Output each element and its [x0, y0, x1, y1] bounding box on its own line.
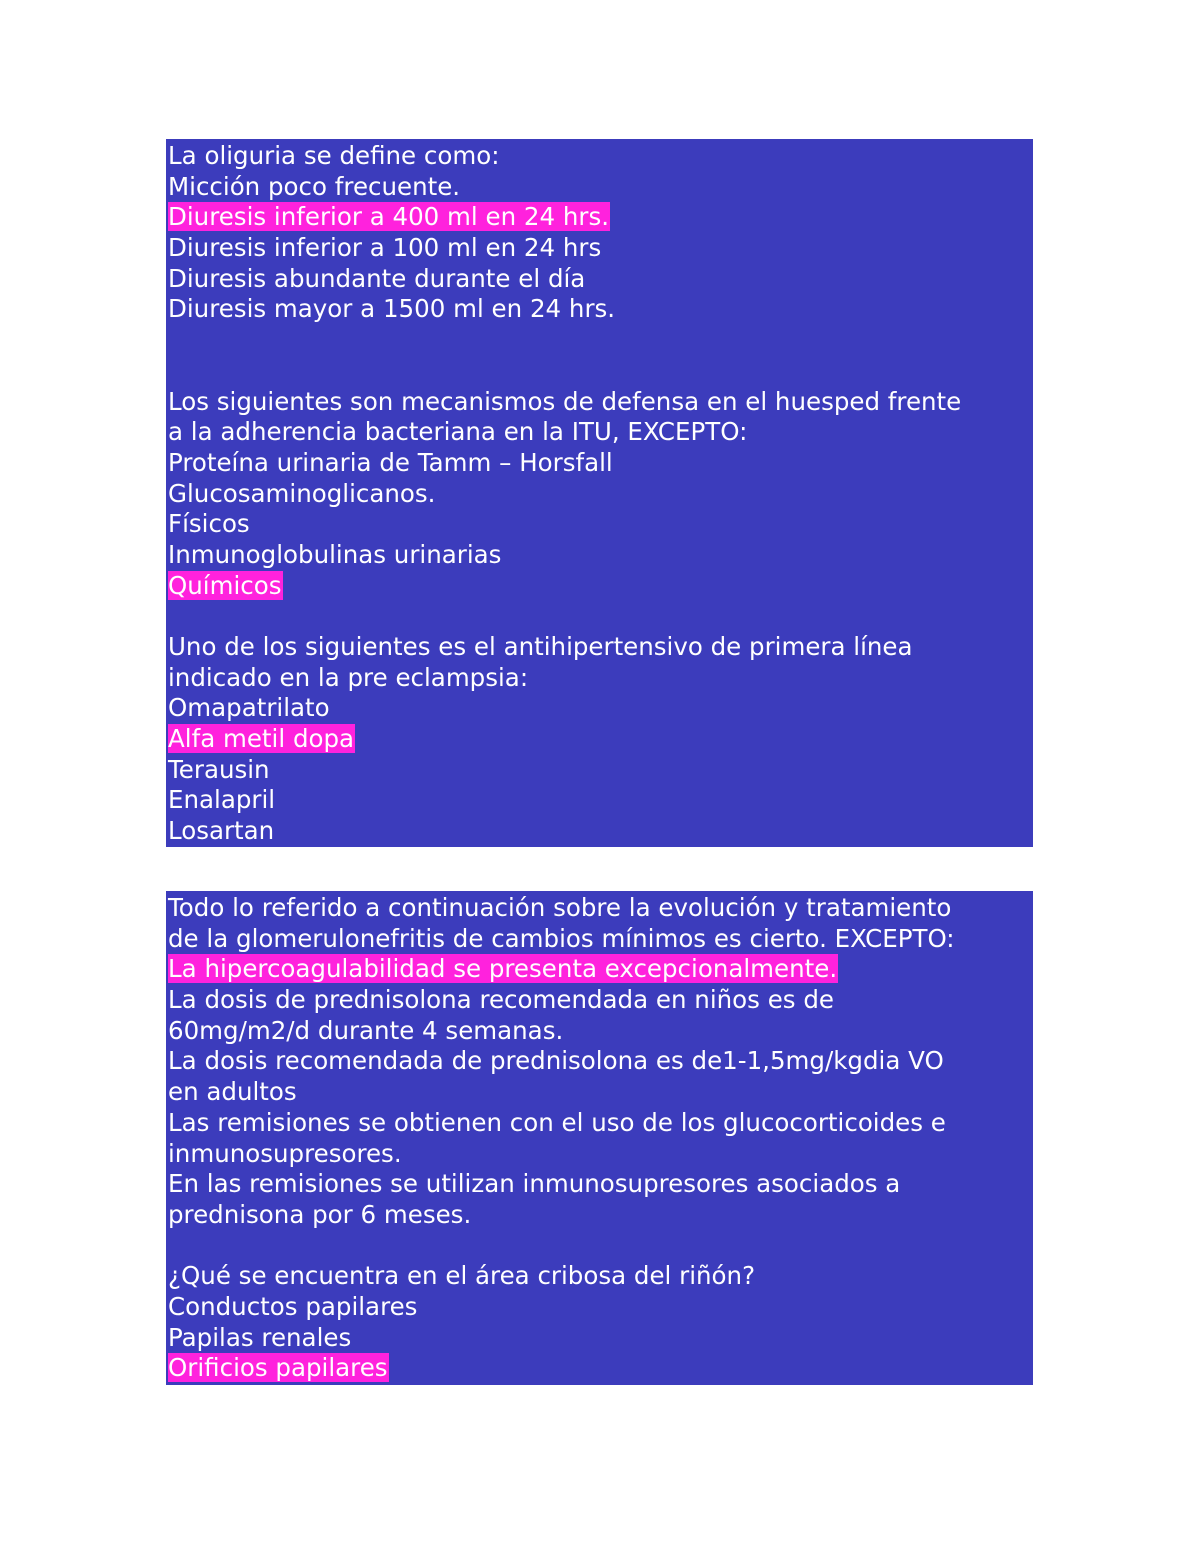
answer-option-text: Omapatrilato [168, 693, 330, 723]
answer-option-text: La hipercoagulabilidad se presenta excepcionalmente. [168, 954, 838, 984]
answer-option [168, 1139, 1033, 1170]
question-line [168, 1261, 1033, 1292]
answer-option [168, 785, 1033, 816]
question-text: Uno de los siguientes es el antihipertensivo de primera línea [168, 632, 913, 661]
answer-option-text: La dosis de prednisolona recomendada en niños es de [168, 985, 834, 1015]
answer-option [168, 1323, 1033, 1354]
spacer [168, 325, 1033, 356]
answer-option-text: Micción poco frecuente. [168, 171, 461, 201]
question-line [168, 924, 1033, 955]
answer-option-text: Las remisiones se obtienen con el uso de los glucocorticoides e [168, 1107, 946, 1137]
question-line [168, 632, 1033, 663]
question-text: Los siguientes son mecanismos de defensa en el huesped frente [168, 386, 962, 416]
answer-option-correct [168, 724, 1033, 755]
spacer [168, 356, 1033, 387]
answer-option [168, 1169, 1033, 1200]
answer-option [168, 294, 1033, 325]
answer-option [168, 1016, 1033, 1047]
answer-option-correct [168, 1353, 1033, 1384]
answer-option [168, 448, 1033, 479]
answer-option [168, 755, 1033, 786]
answer-option-text: Diuresis abundante durante el día [168, 263, 586, 293]
answer-option-text: Inmunoglobulinas urinarias [168, 539, 502, 569]
question-text: a la adherencia bacteriana en la ITU, EXCEPTO: [168, 417, 748, 447]
answer-option [168, 816, 1033, 847]
answer-option-text: Enalapril [168, 785, 276, 815]
question-line [168, 387, 1033, 418]
answer-option-text: La dosis recomendada de prednisolona es de1-1,5mg/kgdia VO [168, 1046, 944, 1076]
question-text: ¿Qué se encuentra en el área cribosa del riñón? [168, 1261, 756, 1291]
answer-option-text: prednisona por 6 meses. [168, 1199, 472, 1229]
answer-option-text: Orificios papilares [168, 1353, 388, 1383]
answer-option [168, 1292, 1033, 1323]
answer-option-correct [168, 571, 1033, 602]
answer-option-text: Físicos [168, 509, 250, 539]
answer-option-correct [168, 954, 1033, 985]
answer-option [168, 479, 1033, 510]
spacer [168, 1231, 1033, 1262]
question-text: Todo lo referido a continuación sobre la evolución y tratamiento [168, 893, 952, 922]
answer-option-text: Químicos [168, 570, 282, 600]
answer-option [168, 264, 1033, 295]
answer-option-text: Diuresis inferior a 100 ml en 24 hrs [168, 233, 602, 263]
question-text: indicado en la pre eclampsia: [168, 662, 529, 692]
answer-option [168, 1108, 1033, 1139]
answer-option-text: Proteína urinaria de Tamm – Horsfall [168, 447, 613, 477]
question-text: La oliguria se define como: [168, 141, 500, 170]
answer-option [168, 509, 1033, 540]
answer-option-text: Diuresis mayor a 1500 ml en 24 hrs. [168, 294, 616, 324]
answer-option [168, 233, 1033, 264]
question-line [168, 663, 1033, 694]
answer-option [168, 540, 1033, 571]
answer-option [168, 693, 1033, 724]
spacer [168, 601, 1033, 632]
question-block-1 [166, 139, 1033, 847]
answer-option-text: Alfa metil dopa [168, 724, 355, 754]
question-line [168, 417, 1033, 448]
answer-option-text: inmunosupresores. [168, 1138, 402, 1168]
answer-option-text: Losartan [168, 816, 275, 846]
answer-option-text: Conductos papilares [168, 1291, 418, 1321]
answer-option [168, 172, 1033, 203]
answer-option-correct [168, 202, 1033, 233]
answer-option [168, 1200, 1033, 1231]
answer-option [168, 1046, 1033, 1077]
answer-option-text: En las remisiones se utilizan inmunosupresores asociados a [168, 1169, 901, 1199]
answer-option [168, 1077, 1033, 1108]
answer-option-text: 60mg/m2/d durante 4 semanas. [168, 1015, 564, 1045]
answer-option-text: Glucosaminoglicanos. [168, 478, 436, 508]
question-text: de la glomerulonefritis de cambios mínimos es cierto. EXCEPTO: [168, 923, 955, 953]
question-block-2 [166, 891, 1033, 1385]
answer-option-text: Diuresis inferior a 400 ml en 24 hrs. [168, 202, 610, 232]
question-line [168, 893, 1033, 924]
question-line [168, 141, 1033, 172]
answer-option-text: en adultos [168, 1077, 297, 1107]
answer-option [168, 985, 1033, 1016]
answer-option-text: Terausin [168, 754, 270, 784]
answer-option-text: Papilas renales [168, 1322, 352, 1352]
